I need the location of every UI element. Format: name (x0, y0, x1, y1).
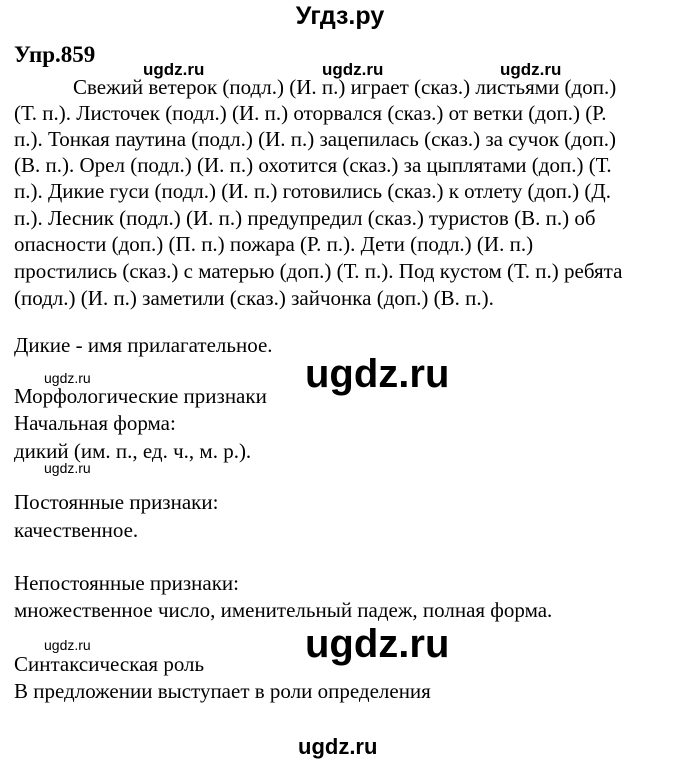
watermark: ugdz.ru (44, 637, 91, 653)
paragraph-line: (В. п.). Орел (подл.) (И. п.) охотится (сказ.) за цыплятами (доп.) (Т. (14, 153, 612, 177)
variable-value: множественное число, именительный падеж, полная форма. (14, 598, 553, 622)
watermark: ugdz.ru (500, 60, 562, 79)
footer-watermark: ugdz.ru (298, 734, 378, 759)
syntax-label: Синтаксическая роль (14, 652, 205, 676)
watermark: ugdz.ru (143, 60, 205, 79)
paragraph-line: простились (сказ.) с матерью (доп.) (Т. п.). Под кустом (Т. п.) ребята (14, 259, 623, 283)
watermark: ugdz.ru (44, 460, 91, 476)
paragraph-line: (подл.) (И. п.) заметили (сказ.) зайчонка (доп.) (В. п.). (14, 286, 494, 310)
site-title: Угдз.ру (295, 2, 385, 30)
morph-heading: Морфологические признаки (14, 384, 267, 408)
paragraph-line: п.). Дикие гуси (подл.) (И. п.) готовились (сказ.) к отлету (доп.) (Д. (14, 179, 611, 203)
watermark: ugdz.ru (305, 622, 450, 666)
watermark: ugdz.ru (305, 352, 450, 396)
constant-value: качественное. (14, 518, 139, 542)
exercise-title: Упр.859 (14, 42, 96, 67)
syntax-value: В предложении выступает в роли определения (14, 679, 431, 703)
watermark: ugdz.ru (44, 370, 91, 386)
variable-label: Непостоянные признаки: (14, 571, 239, 595)
initial-form-value: дикий (им. п., ед. ч., м. р.). (14, 439, 252, 463)
paragraph-line: п.). Тонкая паутина (подл.) (И. п.) зацепилась (сказ.) за сучок (доп.) (14, 127, 616, 151)
paragraph-line: п.). Лесник (подл.) (И. п.) предупредил (сказ.) туристов (В. п.) об (14, 206, 596, 230)
paragraph-line: (Т. п.). Листочек (подл.) (И. п.) оторвался (сказ.) от ветки (доп.) (Р. (14, 101, 607, 125)
paragraph-line: опасности (доп.) (П. п.) пожара (Р. п.). Дети (подл.) (И. п.) (14, 232, 534, 256)
initial-form-label: Начальная форма: (14, 411, 176, 435)
analysis-heading: Дикие - имя прилагательное. (14, 333, 273, 357)
paragraph-line: Свежий ветерок (подл.) (И. п.) играет (сказ.) листьями (доп.) (73, 75, 617, 99)
constant-label: Постоянные признаки: (14, 490, 219, 514)
watermark: ugdz.ru (322, 60, 384, 79)
